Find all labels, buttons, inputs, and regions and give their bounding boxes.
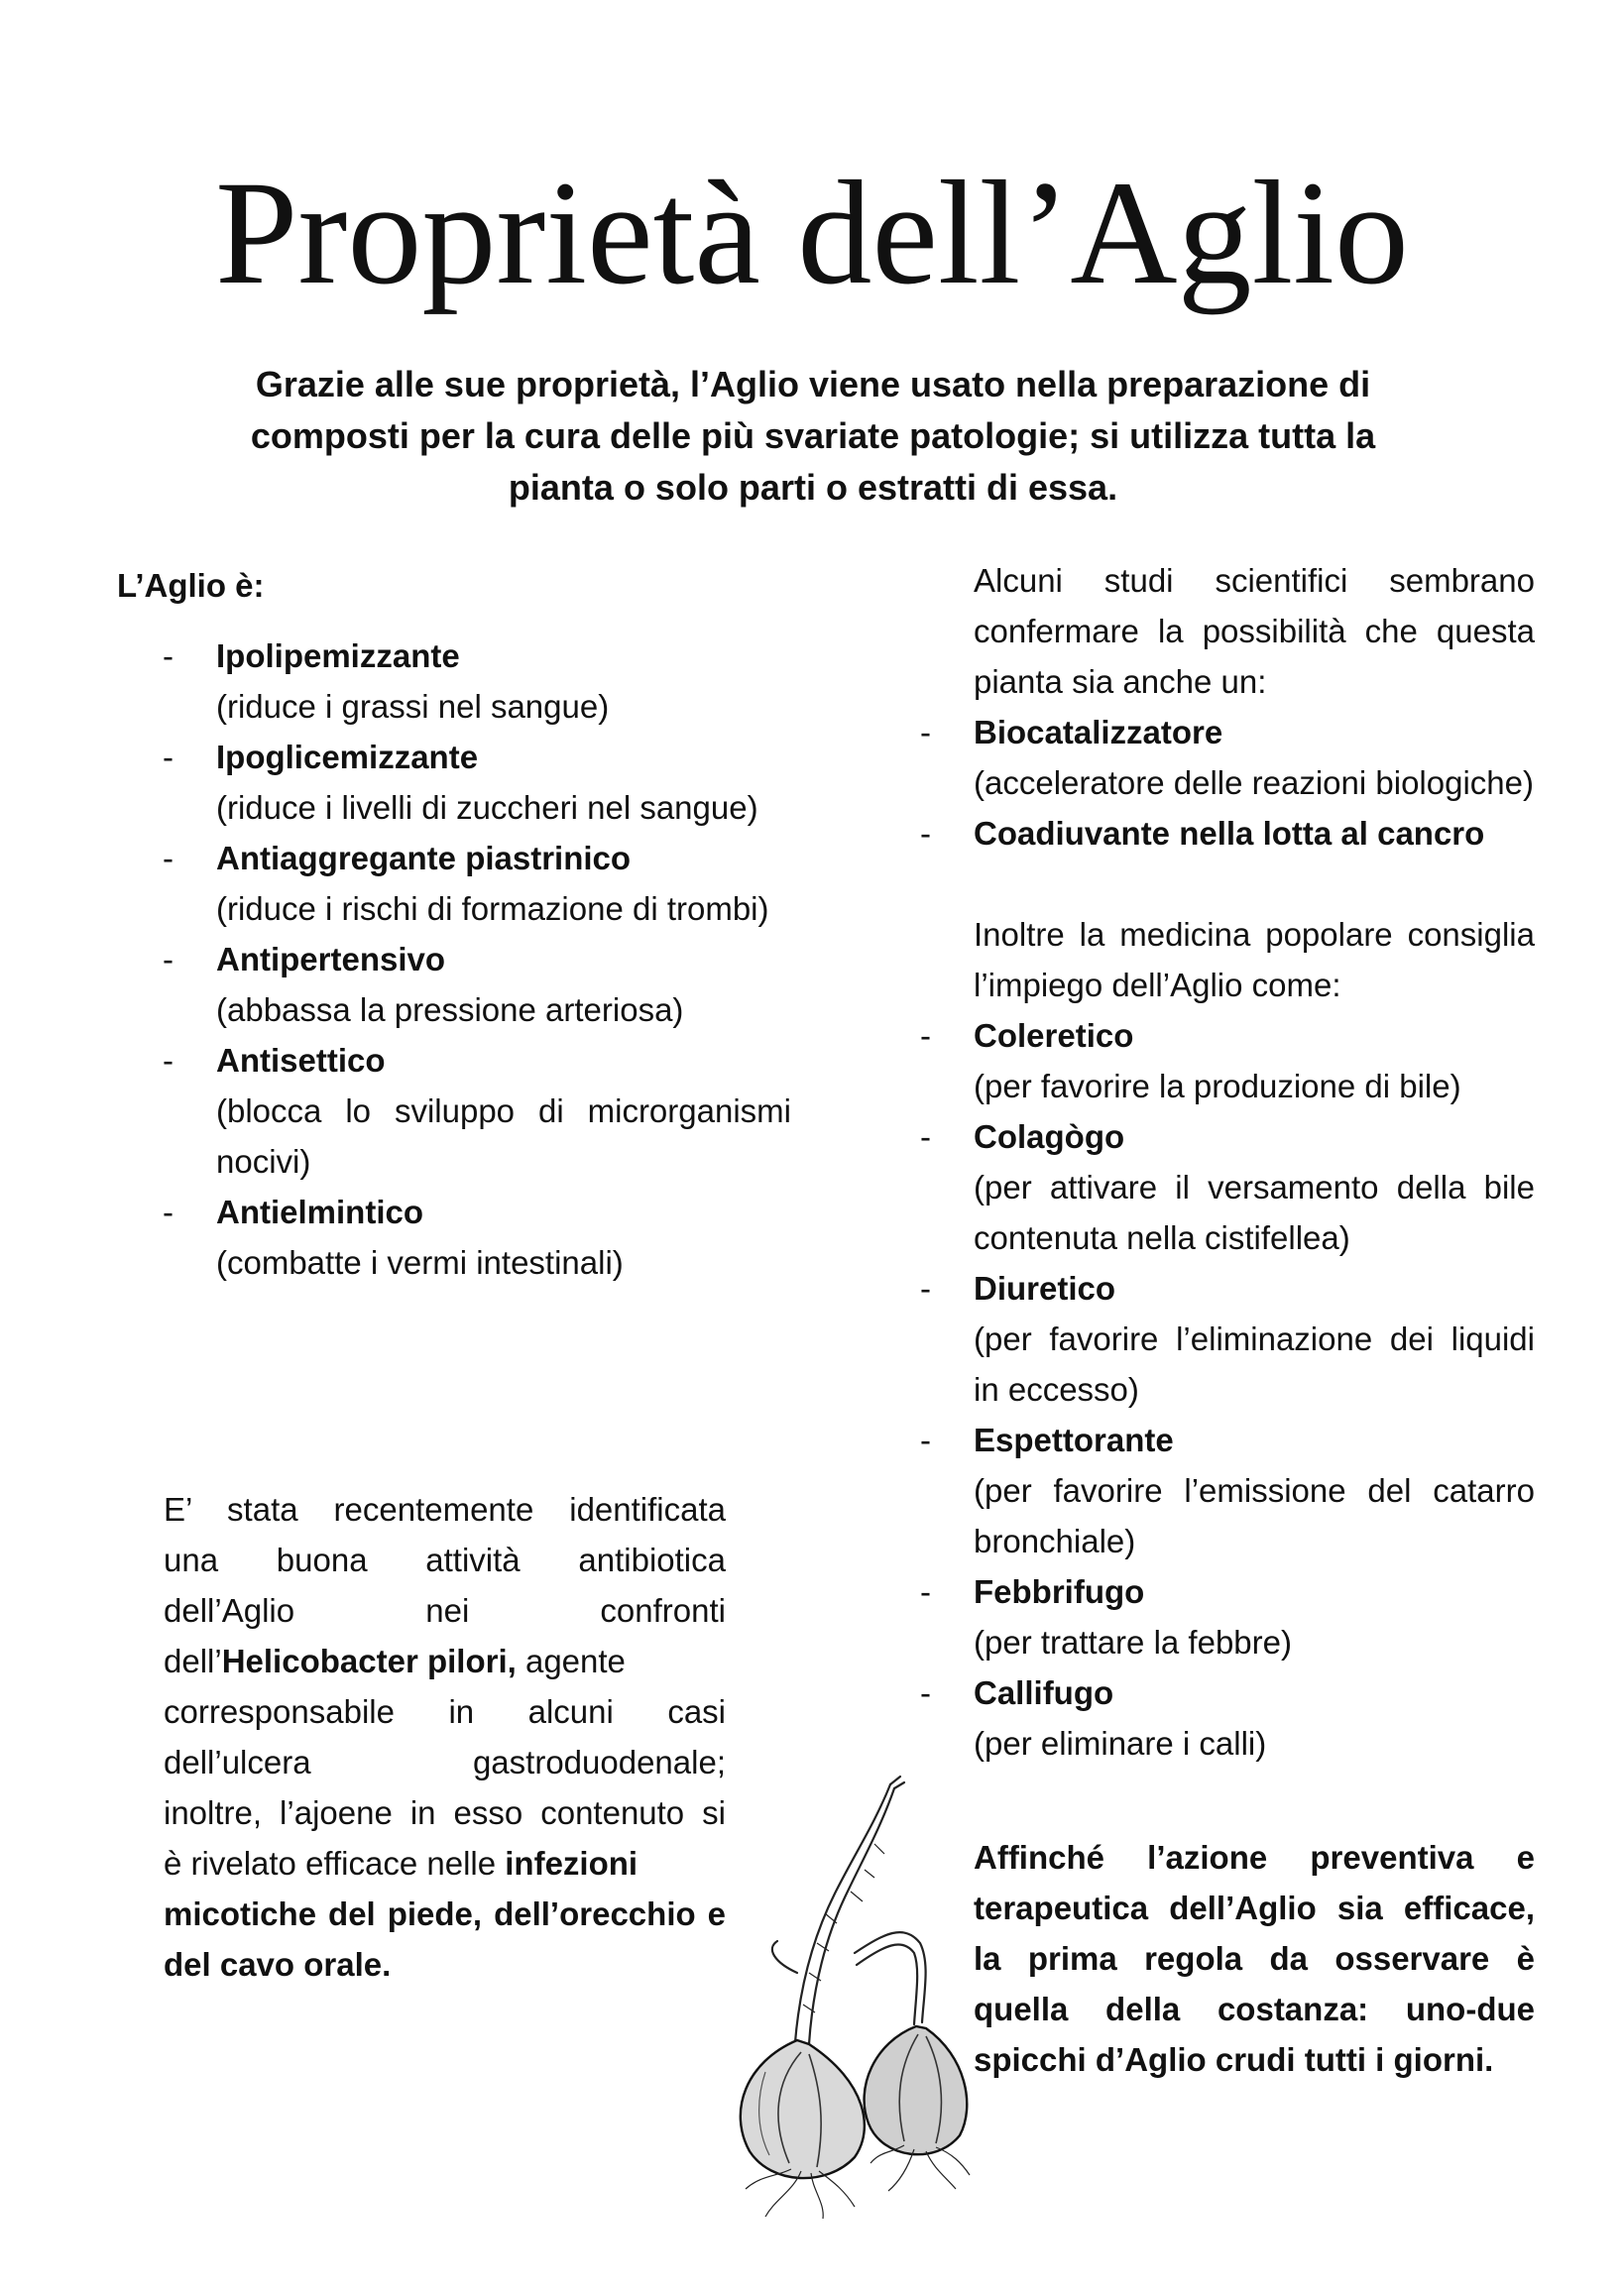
list-dash: - xyxy=(920,815,931,852)
item-description: (per attivare il versamento della bile contenuta nella cistifellea) xyxy=(974,1169,1535,1256)
list-item xyxy=(920,1415,1535,1566)
list-item xyxy=(920,1566,1535,1667)
folk-uses-list xyxy=(920,1010,1535,1769)
list-dash: - xyxy=(920,1017,931,1054)
item-term: Antielmintico xyxy=(216,1194,424,1230)
list-dash: - xyxy=(163,941,174,977)
closing-paragraph: Affinché l’azione preventiva e terapeutica dell’Aglio sia efficace, la prima regola da osservare è quella della costanza: uno-due spicchi d’Aglio crudi tutti i giorni. xyxy=(974,1839,1535,2078)
item-description: (per eliminare i calli) xyxy=(974,1725,1267,1762)
item-description: (riduce i livelli di zuccheri nel sangue) xyxy=(216,789,758,826)
item-term: Callifugo xyxy=(974,1674,1114,1711)
list-dash: - xyxy=(163,1194,174,1230)
item-term: Espettorante xyxy=(974,1422,1174,1458)
highlight-text: infezioni xyxy=(505,1845,638,1882)
item-description: (per favorire la produzione di bile) xyxy=(974,1068,1461,1104)
list-dash: - xyxy=(920,1118,931,1155)
item-term: Biocatalizzatore xyxy=(974,714,1223,750)
paragraph-line: micotiche del piede, dell’orecchio e xyxy=(164,1895,726,1932)
right-intro: Alcuni studi scientifici sembrano confermare la possibilità che questa pianta sia anche un: xyxy=(974,562,1535,700)
item-description: (per trattare la febbre) xyxy=(974,1624,1292,1661)
item-term: Colagògo xyxy=(974,1118,1125,1155)
hypothesis-list xyxy=(920,707,1535,859)
paragraph-line xyxy=(164,1838,726,1889)
list-item xyxy=(920,1111,1535,1263)
helicobacter-paragraph xyxy=(164,1484,726,1990)
intro-paragraph xyxy=(188,359,1438,514)
item-description: (per favorire l’eliminazione dei liquidi in eccesso) xyxy=(974,1320,1535,1408)
item-term: Antisettico xyxy=(216,1042,386,1079)
item-description: (riduce i grassi nel sangue) xyxy=(216,688,610,725)
folk-medicine-intro: Inoltre la medicina popolare consiglia l’impiego dell’Aglio come: xyxy=(974,916,1535,1003)
item-description: (riduce i rischi di formazione di trombi) xyxy=(216,890,769,927)
line-text: agente xyxy=(516,1643,626,1679)
item-description: (acceleratore delle reazioni biologiche) xyxy=(974,764,1534,801)
item-term: Coleretico xyxy=(974,1017,1134,1054)
list-dash: - xyxy=(163,1042,174,1079)
item-term: Ipoglicemizzante xyxy=(216,739,479,775)
item-description: (blocca lo sviluppo di microrganismi nocivi) xyxy=(216,1092,791,1180)
item-term: Antipertensivo xyxy=(216,941,446,977)
paragraph-line: dell’ulcera gastroduodenale; xyxy=(164,1744,726,1780)
list-item xyxy=(920,808,1535,859)
right-column xyxy=(920,555,1535,2085)
left-lead: L’Aglio è: xyxy=(117,567,265,604)
properties-list xyxy=(117,631,791,1288)
list-item xyxy=(920,1667,1535,1769)
list-dash: - xyxy=(163,739,174,775)
list-item xyxy=(920,1010,1535,1111)
list-dash: - xyxy=(920,1573,931,1610)
list-item xyxy=(117,833,791,934)
list-item xyxy=(117,1187,791,1288)
intro-line: Grazie alle sue proprietà, l’Aglio viene usato nella preparazione di xyxy=(255,364,1371,404)
intro-line: pianta o solo parti o estratti di essa. xyxy=(508,467,1118,508)
item-term: Ipolipemizzante xyxy=(216,637,460,674)
item-description: (combatte i vermi intestinali) xyxy=(216,1244,624,1281)
left-column xyxy=(117,560,791,1288)
paragraph-line: dell’Aglio nei confronti xyxy=(164,1592,726,1629)
list-item xyxy=(920,1263,1535,1415)
paragraph-line xyxy=(164,1636,726,1686)
intro-line: composti per la cura delle più svariate patologie; si utilizza tutta la xyxy=(250,415,1376,456)
list-dash: - xyxy=(920,1422,931,1458)
line-text: è rivelato efficace nelle xyxy=(164,1845,506,1882)
item-term: Coadiuvante nella lotta al cancro xyxy=(974,815,1485,852)
list-item xyxy=(117,934,791,1035)
list-item xyxy=(920,707,1535,808)
list-dash: - xyxy=(163,637,174,674)
paragraph-line: del cavo orale. xyxy=(164,1946,392,1983)
paragraph-line: corresponsabile in alcuni casi xyxy=(164,1693,726,1730)
list-dash: - xyxy=(920,1674,931,1711)
paragraph-line: inoltre, l’ajoene in esso contenuto si xyxy=(164,1794,726,1831)
item-term: Febbrifugo xyxy=(974,1573,1145,1610)
list-dash: - xyxy=(163,840,174,876)
page-title: Proprietà dell’Aglio xyxy=(215,151,1409,315)
list-item xyxy=(117,631,791,732)
paragraph-line: E’ stata recentemente identificata xyxy=(164,1491,726,1528)
list-dash: - xyxy=(920,1270,931,1307)
list-item xyxy=(117,1035,791,1187)
line-text: dell’ xyxy=(164,1643,222,1679)
list-dash: - xyxy=(920,714,931,750)
paragraph-line: una buona attività antibiotica xyxy=(164,1542,726,1578)
item-description: (per favorire l’emissione del catarro bronchiale) xyxy=(974,1472,1535,1559)
item-description: (abbassa la pressione arteriosa) xyxy=(216,991,684,1028)
list-item xyxy=(117,732,791,833)
garlic-illustration xyxy=(706,1775,974,2221)
bacterium-name: Helicobacter pilori, xyxy=(221,1643,517,1679)
item-term: Diuretico xyxy=(974,1270,1116,1307)
item-term: Antiaggregante piastrinico xyxy=(216,840,632,876)
